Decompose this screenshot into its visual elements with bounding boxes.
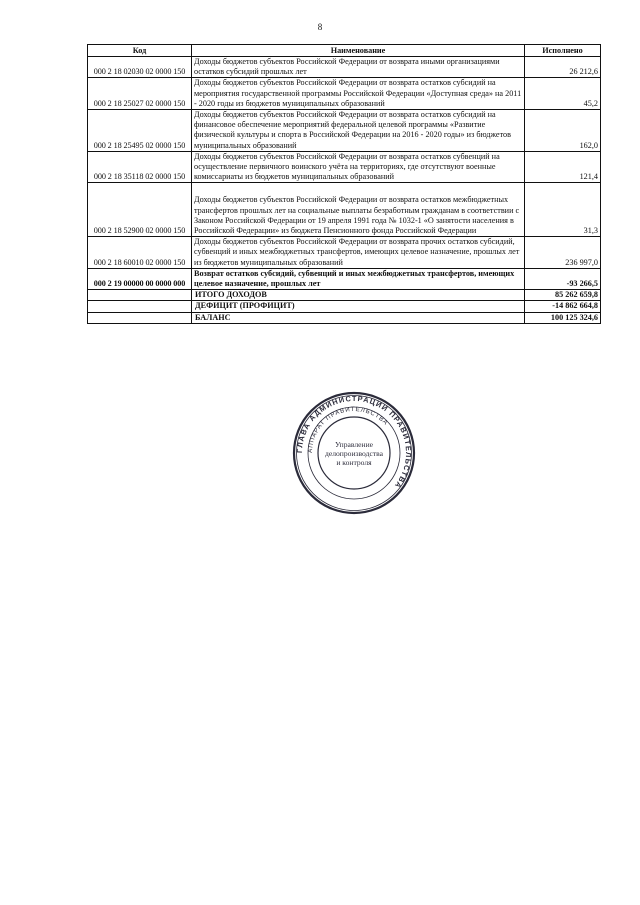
stamp-center-line: и контроля [336,458,372,467]
row-code: 000 2 18 52900 02 0000 150 [88,183,192,237]
total-empty-cell [88,301,192,312]
row-name: Доходы бюджетов субъектов Российской Федерации от возврата остатков межбюджетных трансфертов прошлых лет на социальные выплаты безработным гражданам в соответствии с Законом Российской Федерации от 19 апреля 1991 года № 1032-1 «О занятости населения в Российской Федерации» из бюджета Пенсионного фонда Российской Федерации [192,183,525,237]
row-name: Доходы бюджетов субъектов Российской Федерации от возврата остатков субсидий на финансовое обеспечение мероприятий федеральной целевой программы «Развитие физической культуры и спорта в Российской Федерации на 2016 - 2020 годы» из бюджетов муниципальных образований [192,110,525,152]
header-name: Наименование [192,45,525,57]
table-row [88,183,601,237]
total-row [88,290,601,301]
row-value: 26 212,6 [525,57,601,78]
table-row [88,78,601,110]
total-empty-cell [88,312,192,323]
official-stamp [291,390,417,516]
row-value: 31,3 [525,183,601,237]
header-code: Код [88,45,192,57]
stamp-graphic [291,390,417,516]
table-header-row [88,45,601,57]
total-empty-cell [88,290,192,301]
row-name: Возврат остатков субсидий, субвенций и иных межбюджетных трансфертов, имеющих целевое назначение, прошлых лет [192,268,525,289]
stamp-center-line: Управление [334,440,374,449]
row-code: 000 2 18 35118 02 0000 150 [88,151,192,183]
row-value: 45,2 [525,78,601,110]
row-value: 236 997,0 [525,237,601,269]
balance-value: 100 125 324,6 [525,312,601,323]
balance-row [88,312,601,323]
table-row [88,151,601,183]
stamp-inner-text: АППАРАТ ПРАВИТЕЛЬСТВА [306,405,390,454]
row-value: -93 266,5 [525,268,601,289]
total-label: ИТОГО ДОХОДОВ [192,290,525,301]
deficit-value: -14 862 664,8 [525,301,601,312]
deficit-label: ДЕФИЦИТ (ПРОФИЦИТ) [192,301,525,312]
stamp-center-line: делопроизводства [324,449,384,458]
budget-table [87,44,601,324]
table-row [88,268,601,289]
table-row [88,237,601,269]
row-name: Доходы бюджетов субъектов Российской Федерации от возврата остатков субсидий на мероприятия государственной программы Российской Федерации «Доступная среда» на 2011 - 2020 годы из бюджетов муниципальных образований [192,78,525,110]
row-value: 162,0 [525,110,601,152]
row-code: 000 2 18 60010 02 0000 150 [88,237,192,269]
row-name: Доходы бюджетов субъектов Российской Федерации от возврата остатков субвенций на осуществление первичного воинского учёта на территориях, где отсутствуют военные комиссариаты из бюджетов муниципальных образований [192,151,525,183]
stamp-outer-text: ГЛАВА АДМИНИСТРАЦИИ ПРАВИТЕЛЬСТВА [294,393,414,491]
balance-label: БАЛАНС [192,312,525,323]
header-value: Исполнено [525,45,601,57]
page-number: 8 [317,22,323,32]
row-code: 000 2 18 25495 02 0000 150 [88,110,192,152]
total-value: 85 262 659,8 [525,290,601,301]
row-code: 000 2 18 02030 02 0000 150 [88,57,192,78]
deficit-row [88,301,601,312]
row-value: 121,4 [525,151,601,183]
row-code: 000 2 19 00000 00 0000 000 [88,268,192,289]
table-row [88,57,601,78]
row-name: Доходы бюджетов субъектов Российской Федерации от возврата иными организациями остатков субсидий прошлых лет [192,57,525,78]
row-name: Доходы бюджетов субъектов Российской Федерации от возврата прочих остатков субсидий, субвенций и иных межбюджетных трансфертов, имеющих целевое назначение, прошлых лет из бюджетов муниципальных образований [192,237,525,269]
table-row [88,110,601,152]
row-code: 000 2 18 25027 02 0000 150 [88,78,192,110]
